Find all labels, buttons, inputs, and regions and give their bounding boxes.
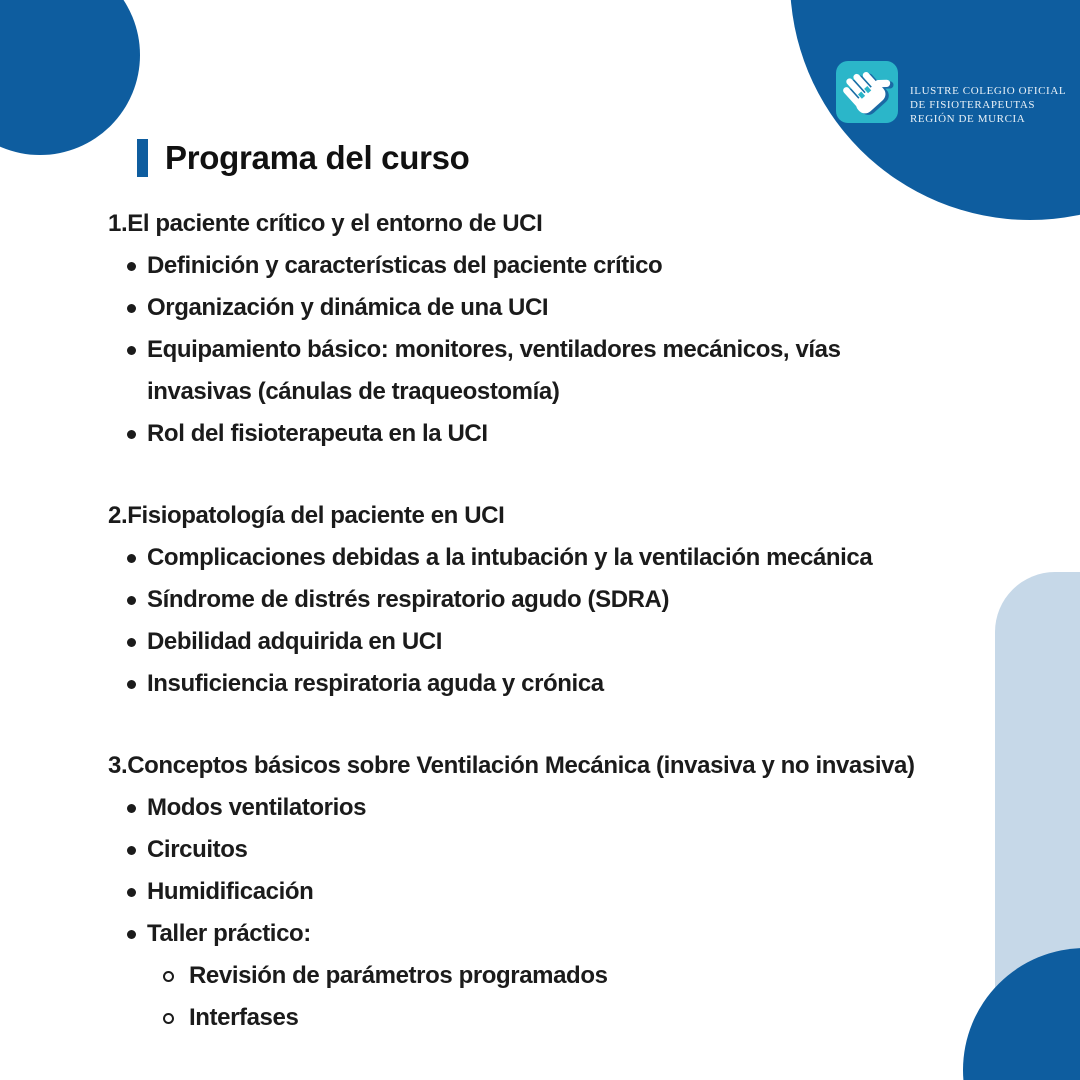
- bullet-dot-icon: [127, 888, 136, 897]
- decor-circle-top-left: [0, 0, 140, 155]
- program-subitem-text: Revisión de parámetros programados: [189, 962, 608, 989]
- program-subitem-text: Interfases: [189, 1004, 299, 1031]
- bullet-dot-icon: [127, 262, 136, 271]
- page-title: Programa del curso: [165, 139, 470, 176]
- program-item: [108, 245, 1043, 287]
- program-item: [108, 413, 1043, 455]
- program-item-text: Complicaciones debidas a la intubación y la ventilación mecánica: [147, 544, 873, 571]
- course-program: [108, 203, 1043, 1039]
- bullet-dot-icon: [127, 804, 136, 813]
- program-item-text: Organización y dinámica de una UCI: [147, 294, 549, 321]
- program-item-text: Humidificación: [147, 878, 314, 905]
- bullet-dot-icon: [127, 930, 136, 939]
- logo-text-line: DE FISIOTERAPEUTAS: [910, 99, 1036, 111]
- bullet-ring-icon: [163, 971, 174, 982]
- page-title-row: [137, 139, 470, 177]
- program-item-text: Rol del fisioterapeuta en la UCI: [147, 420, 488, 447]
- section-item-list: [108, 787, 1043, 1039]
- program-item-text: Taller práctico:: [147, 920, 311, 947]
- program-item: [108, 579, 1043, 621]
- program-item: [108, 287, 1043, 329]
- program-item-text: Circuitos: [147, 836, 248, 863]
- logo-text-line: ILUSTRE COLEGIO OFICIAL: [910, 85, 1067, 97]
- program-section-1: [108, 203, 1043, 455]
- section-heading: 3.Conceptos básicos sobre Ventilación Mecánica (invasiva y no invasiva): [108, 752, 915, 779]
- bullet-dot-icon: [127, 846, 136, 855]
- program-item: [108, 621, 1043, 663]
- section-heading: 2.Fisiopatología del paciente en UCI: [108, 502, 505, 529]
- bullet-dot-icon: [127, 680, 136, 689]
- section-item-list: [108, 245, 1043, 455]
- bullet-dot-icon: [127, 304, 136, 313]
- section-item-list: [108, 537, 1043, 705]
- bullet-dot-icon: [127, 638, 136, 647]
- hand-icon: [836, 61, 898, 123]
- program-item: [108, 829, 1043, 871]
- logo-text-line: REGIÓN DE MURCIA: [910, 113, 1026, 125]
- program-item-text: Modos ventilatorios: [147, 794, 367, 821]
- program-item: [108, 329, 1043, 413]
- program-item: [108, 787, 1043, 829]
- program-item-text: Definición y características del paciente crítico: [147, 252, 663, 279]
- program-item: [108, 871, 1043, 913]
- bullet-dot-icon: [127, 346, 136, 355]
- program-subitem: [108, 955, 1043, 997]
- bullet-dot-icon: [127, 596, 136, 605]
- program-section-2: [108, 495, 1043, 705]
- section-heading: 1.El paciente crítico y el entorno de UCI: [108, 210, 543, 237]
- program-section-3: [108, 745, 1043, 1039]
- program-item-text: Debilidad adquirida en UCI: [147, 628, 442, 655]
- bullet-dot-icon: [127, 430, 136, 439]
- title-accent-bar: [137, 139, 148, 177]
- logo-org-name: [910, 84, 1066, 126]
- program-subitem: [108, 997, 1043, 1039]
- bullet-dot-icon: [127, 554, 136, 563]
- program-item-text: Insuficiencia respiratoria aguda y crónica: [147, 670, 604, 697]
- logo: [836, 61, 1066, 126]
- program-item-text: Síndrome de distrés respiratorio agudo (SDRA): [147, 586, 670, 613]
- program-item: [108, 913, 1043, 955]
- bullet-ring-icon: [163, 1013, 174, 1024]
- program-item: [108, 663, 1043, 705]
- program-item: [108, 537, 1043, 579]
- program-item-text: Equipamiento básico: monitores, ventiladores mecánicos, vías invasivas (cánulas de traqueostomía): [147, 336, 841, 405]
